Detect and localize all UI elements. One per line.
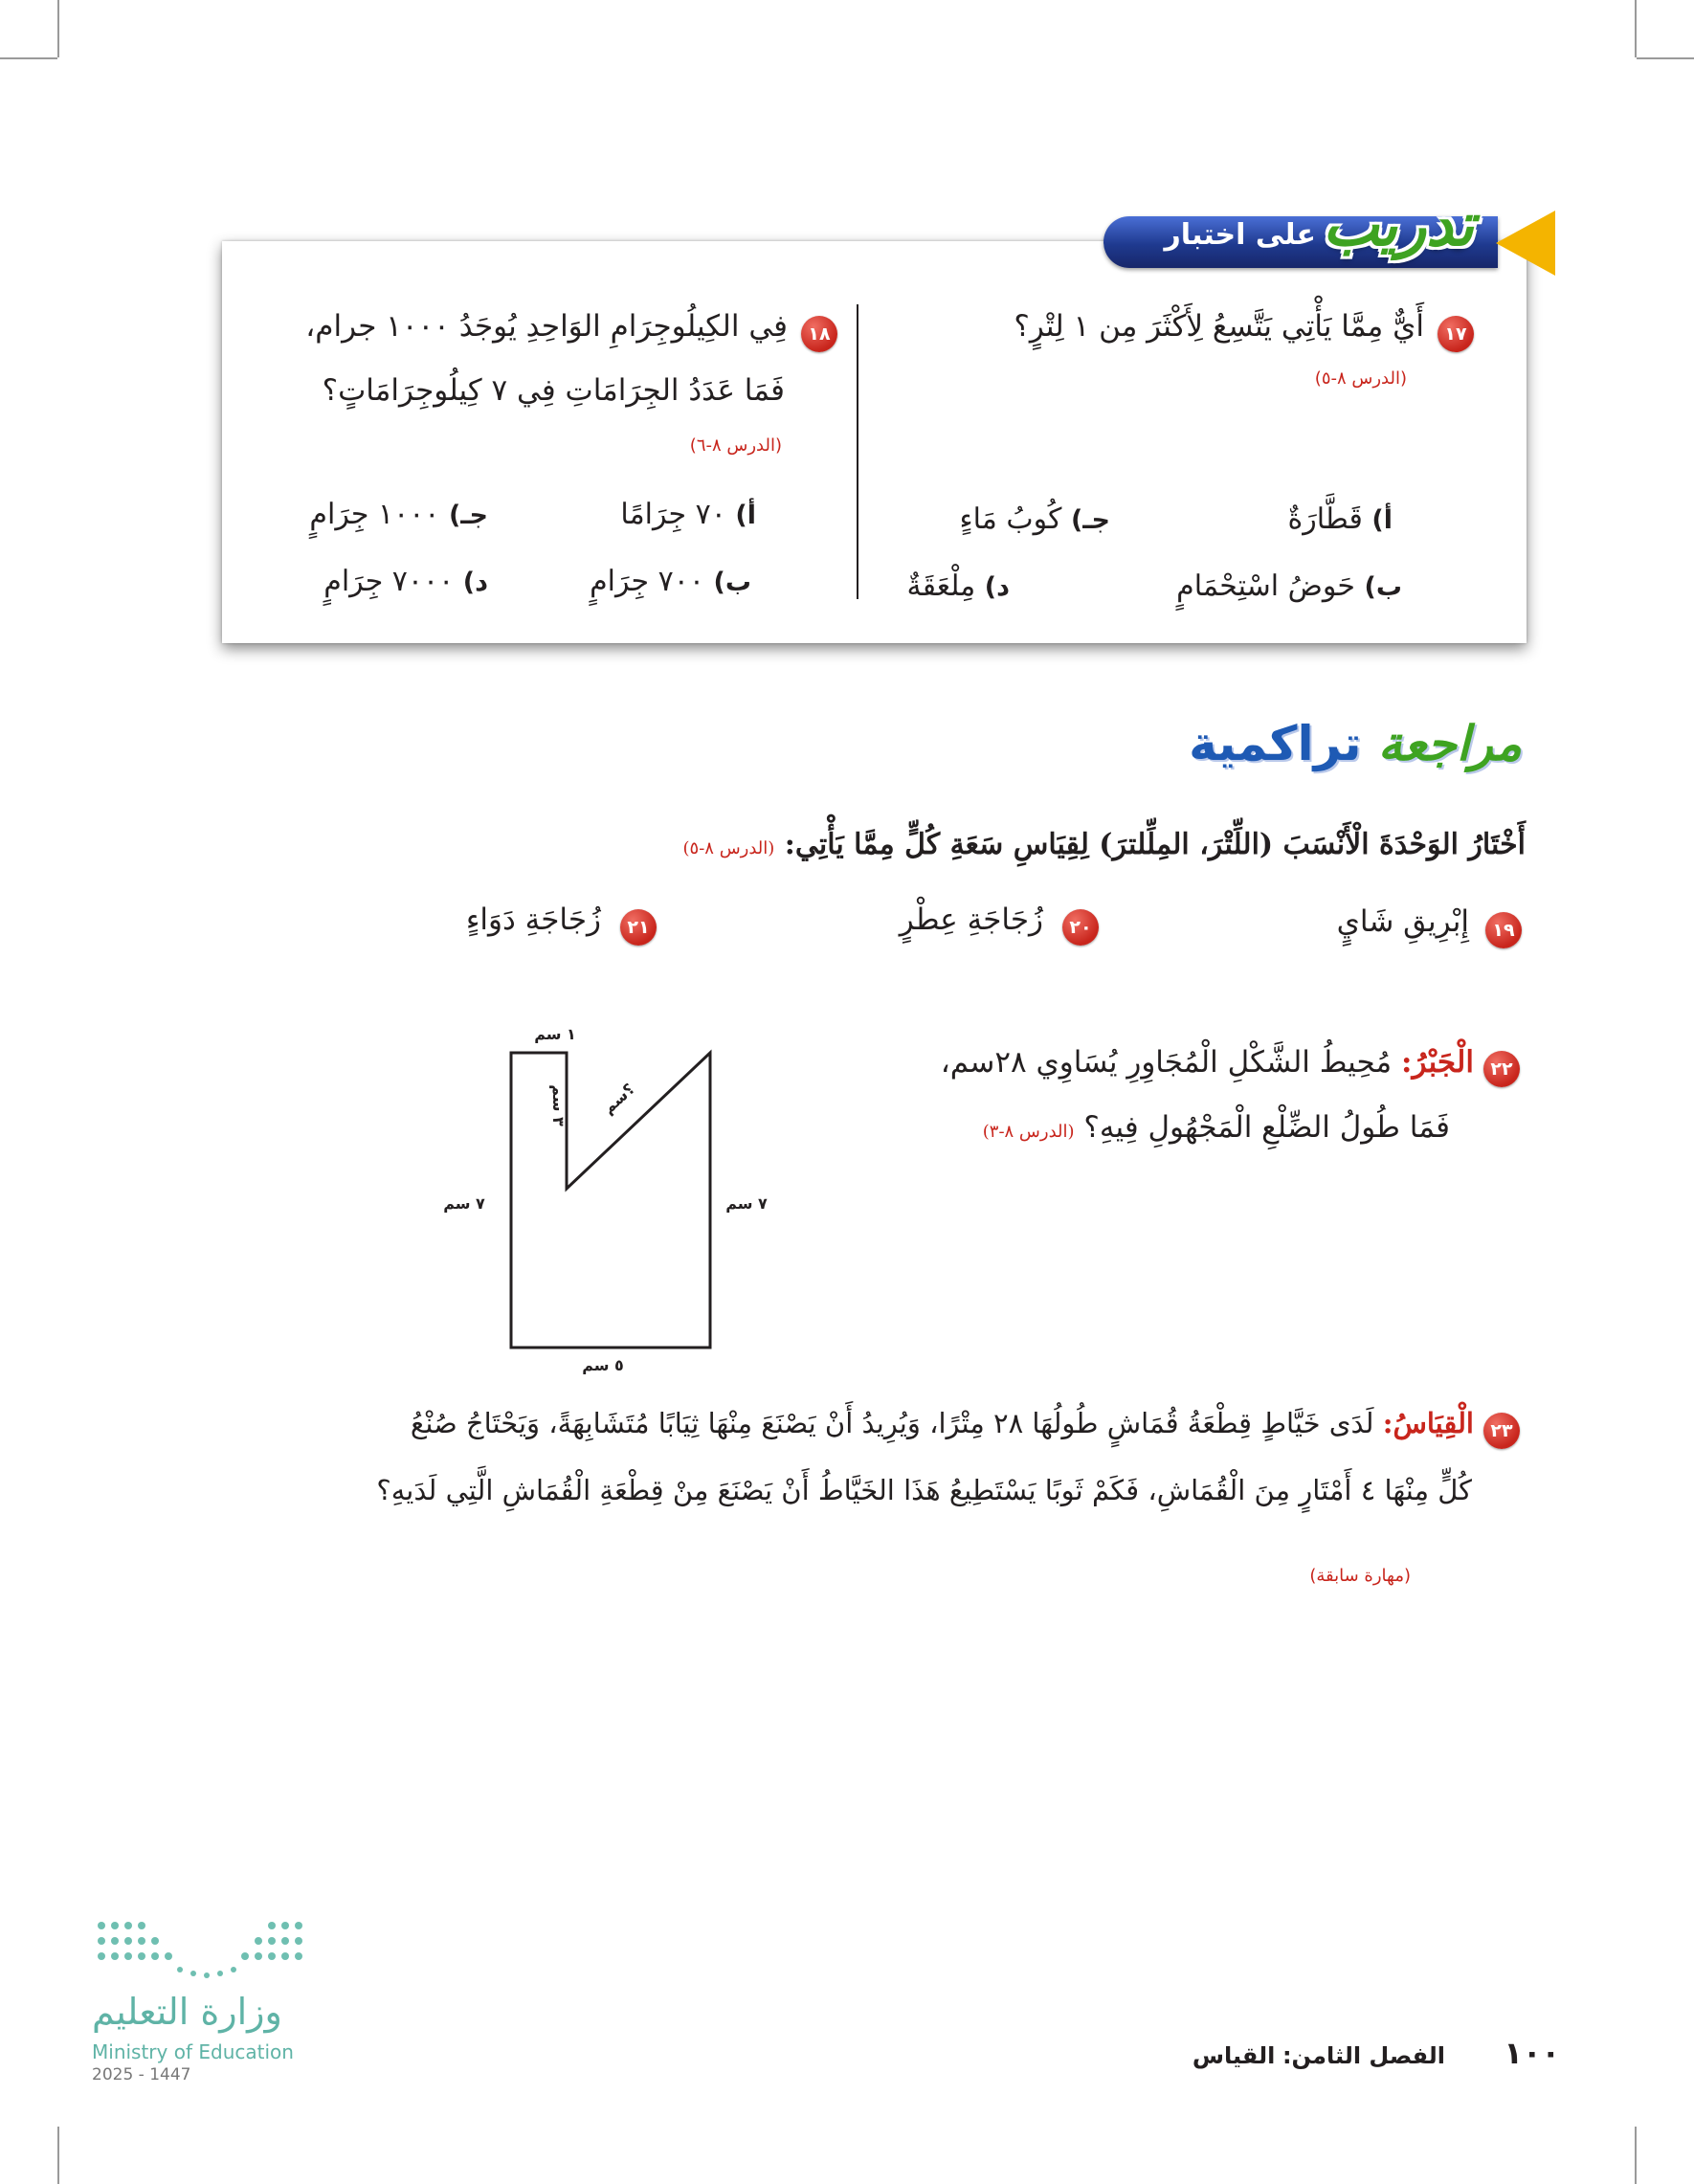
crop-mark: [1635, 2127, 1637, 2184]
label-diagonal: ؟سم: [599, 1080, 638, 1118]
option-label: ب): [1364, 572, 1402, 602]
q18-option-d[interactable]: [323, 565, 488, 598]
item-21-text: زُجَاجَةِ دَوَاءٍ: [465, 903, 601, 937]
label-right: ٧ سم: [725, 1194, 768, 1213]
option-text: مِلْعَقَةٌ: [906, 569, 976, 603]
label-inner-vertical: ٣ سم: [549, 1084, 568, 1126]
option-label: د): [462, 568, 488, 597]
label-bottom: ٥ سم: [582, 1356, 624, 1374]
question-22-lesson: (الدرس ٨-٣): [982, 1122, 1075, 1142]
ministry-year: 2025 - 1447: [92, 2065, 191, 2084]
banner-arrow-icon: [1496, 211, 1555, 276]
question-18-lesson: (الدرس ٨-٦): [689, 435, 782, 456]
option-label: أ): [735, 501, 756, 530]
ministry-name-ar: وزارة التعليم: [92, 1991, 282, 2033]
question-22-keyword: الْجَبْرُ:: [1401, 1045, 1474, 1080]
review-title-first: مراجعة: [1377, 716, 1522, 771]
question-number-19: ١٩: [1485, 912, 1522, 948]
question-17-text: أَيٌّ مِمَّا يَأْتِي يَتَّسِعُ لِأَكْثَرَ مِن ١ لِتْرٍ؟: [1014, 309, 1424, 344]
question-number-17: ١٧: [1438, 316, 1474, 352]
banner-subtitle: على اختبار: [1164, 218, 1316, 252]
crop-mark: [1637, 57, 1694, 59]
page-number: ١٠٠: [1504, 2035, 1560, 2071]
crop-mark: [57, 0, 59, 57]
option-text: ٧٠٠٠ جِرَامٍ: [323, 565, 455, 598]
q18-option-b[interactable]: [590, 565, 751, 598]
q17-option-a[interactable]: [1288, 502, 1393, 536]
question-23-keyword: الْقِيَاسُ:: [1382, 1407, 1474, 1439]
review-title-rest: تراكمية: [1189, 716, 1378, 771]
question-22-text: مُحِيطُ الشَّكْلِ الْمُجَاوِرِ يُسَاوِي ٢٨سم،: [940, 1045, 1393, 1080]
question-22-line-1: [941, 1045, 1474, 1080]
question-23-text: لَدَى خَيَّاطٍ قِطْعَةُ قُمَاشٍ طُولُهَا ٢٨ مِتْرًا، وَيُرِيدُ أَنْ يَصْنَعَ مِنْهَا ثِيَابًا مُتَشَابِهَةً، وَيَحْتَاجُ صُنْعُ: [410, 1407, 1374, 1439]
option-text: ٧٠ جِرَامًا: [620, 498, 726, 531]
question-23-line-2: كُلٍّ مِنْهَا ٤ أَمْتَارٍ مِنَ الْقُمَاشِ، فَكَمْ ثَوبًا يَسْتَطِيعُ هَذَا الخَيَّاطُ أَنْ يَصْنَعَ مِنْ قِطْعَةِ الْقُمَاشِ الَّتِي لَدَيهِ؟: [376, 1474, 1472, 1506]
crop-mark: [0, 57, 57, 59]
instruction-text: أَخْتَارُ الوَحْدَةَ الْأَنْسَبَ (اللِّتْرَ، المِلِّلترَ) لِقِيَاسِ سَعَةِ كُلٍّ مِمَّا يَأْتِي:: [784, 828, 1526, 861]
ministry-logo-icon: [92, 1914, 322, 1991]
banner-title: تدريب: [1323, 189, 1474, 259]
q17-option-c[interactable]: [960, 502, 1110, 536]
question-number-23: ٢٣: [1483, 1413, 1520, 1449]
question-17-lesson: (الدرس ٨-٥): [1314, 368, 1407, 389]
option-text: ١٠٠٠ جِرَامٍ: [309, 498, 440, 531]
question-18-line-1: فِي الكِيلُوجِرَامِ الوَاحِدِ يُوجَدُ ١٠٠٠ جرام،: [305, 309, 788, 344]
question-22-line-2: [983, 1110, 1450, 1145]
option-label: د): [984, 572, 1010, 602]
option-text: ٧٠٠ جِرَامٍ: [590, 565, 704, 598]
chapter-label: الفصل الثامن:: [1282, 2042, 1445, 2069]
q18-option-a[interactable]: [620, 498, 756, 531]
question-number-18: ١٨: [801, 316, 837, 352]
question-number-22: ٢٢: [1483, 1051, 1520, 1087]
question-22-text-2: فَمَا طُولُ الضِّلْعِ الْمَجْهُولِ فِيهِ؟: [1083, 1110, 1450, 1145]
label-top: ١ سم: [534, 1025, 576, 1043]
question-18-line-2: فَمَا عَدَدُ الجِرَامَاتِ فِي ٧ كِيلُوجِرَامَاتٍ؟: [322, 373, 785, 408]
question-23-lesson: (مهارة سابقة): [1309, 1566, 1411, 1586]
option-label: أ): [1371, 505, 1393, 535]
item-19-text: إِبْرِيقِ شَايٍ: [1336, 904, 1469, 939]
item-20-text: زُجَاجَةِ عِطْرٍ: [899, 903, 1043, 937]
ministry-name-en: Ministry of Education: [92, 2040, 294, 2063]
question-number-21: ٢١: [620, 909, 657, 946]
option-text: كُوبُ مَاءٍ: [959, 502, 1062, 536]
chapter-name: القياس: [1192, 2042, 1276, 2069]
option-text: قَطَّارَةٌ: [1287, 502, 1363, 536]
question-23-line-1: [411, 1407, 1474, 1439]
crop-mark: [57, 2127, 59, 2184]
option-label: جـ): [1070, 505, 1110, 535]
option-label: ب): [713, 568, 751, 597]
practice-banner: [1091, 189, 1555, 278]
question-number-20: ٢٠: [1062, 909, 1099, 946]
crop-mark: [1635, 0, 1637, 57]
column-divider: [857, 304, 858, 599]
label-left: ٧ سم: [443, 1194, 485, 1213]
instruction-lesson: (الدرس ٨-٥): [682, 838, 775, 858]
chapter-footer: [1192, 2042, 1445, 2069]
q17-option-b[interactable]: [1176, 569, 1402, 603]
perimeter-figure: [421, 1014, 804, 1378]
review-instruction: [683, 828, 1527, 861]
review-title: [1189, 716, 1522, 771]
q18-option-c[interactable]: [309, 498, 488, 531]
option-label: جـ): [448, 501, 488, 530]
q17-option-d[interactable]: [907, 569, 1010, 603]
option-text: حَوضُ اسْتِحْمَامٍ: [1176, 569, 1355, 603]
